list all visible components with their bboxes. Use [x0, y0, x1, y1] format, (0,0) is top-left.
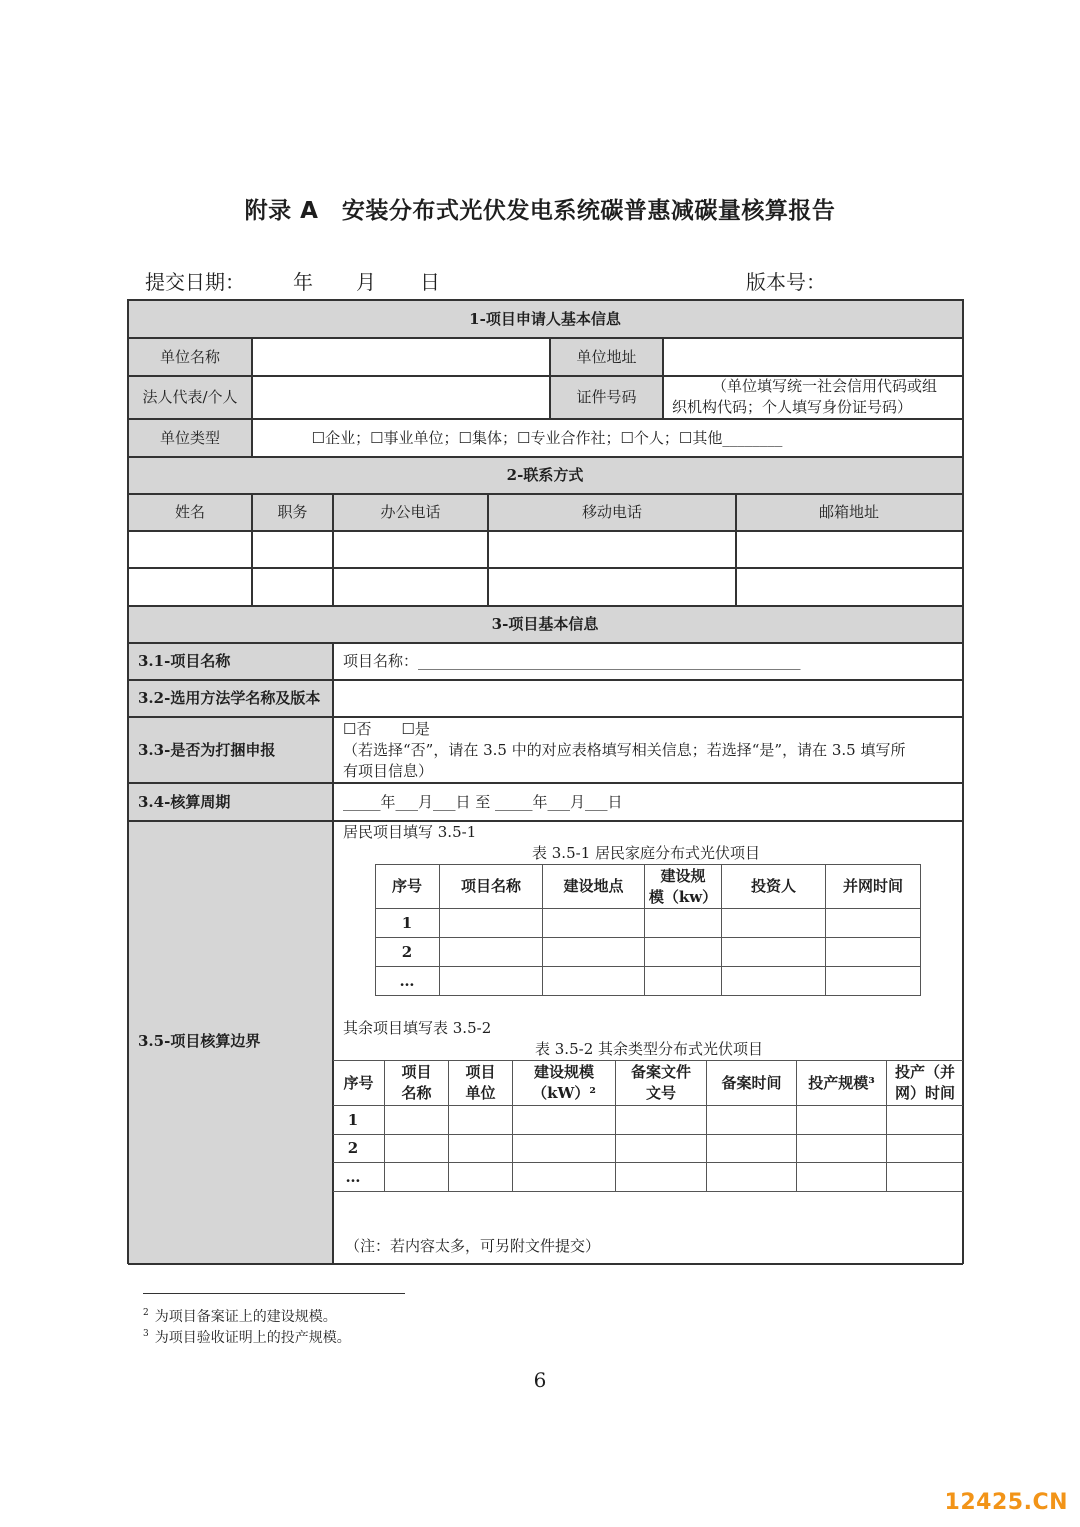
bundle-choice[interactable]: ☐否 ☐是: [343, 720, 430, 738]
contact-col-mobile: 移动电话: [581, 503, 642, 521]
submit-month-label: 月: [356, 270, 376, 294]
t2-row-index: …: [345, 1167, 361, 1186]
unit-address-field[interactable]: [663, 338, 962, 376]
t1-col-index: 序号: [391, 877, 422, 895]
contact-col-name: 姓名: [174, 503, 205, 521]
bundle-note-line2: 有项目信息）: [343, 762, 434, 780]
accounting-period-field[interactable]: _____年___月___日 至 _____年___月___日: [343, 792, 623, 811]
t2-col-index: 序号: [343, 1073, 374, 1092]
legal-rep-label: 法人代表/个人: [142, 387, 238, 406]
legal-rep-field[interactable]: [252, 376, 550, 418]
id-number-hint: [672, 376, 962, 418]
contact-col-office-phone: 办公电话: [380, 503, 441, 521]
version-label: 版本号：: [746, 270, 826, 294]
r33-label: 3.3-是否为打捆申报: [138, 740, 276, 759]
t2-col-filing-doc: [616, 1061, 706, 1105]
submit-date-label: 提交日期：: [145, 270, 245, 294]
t2-col-capacity-l1: 建设规模: [533, 1063, 594, 1081]
methodology-field[interactable]: [333, 680, 962, 717]
table2-caption: 表 3.5-2 其余类型分布式光伏项目: [535, 1040, 764, 1058]
footnote-3: [143, 1327, 351, 1347]
t2-col-production-scale: 投产规模³: [808, 1073, 875, 1092]
footnote-3-text: 为项目验收证明上的投产规模。: [154, 1330, 351, 1346]
unit-type-label: 单位类型: [159, 428, 220, 447]
t1-col-project-name: 项目名称: [460, 877, 521, 895]
t1-col-grid-time: 并网时间: [842, 877, 903, 895]
section3-heading: 3-项目基本信息: [491, 615, 599, 633]
section2-heading: 2-联系方式: [506, 466, 584, 484]
attachment-note: （注：若内容太多，可另附文件提交）: [345, 1237, 601, 1255]
footnote-2-mark: 2: [143, 1308, 149, 1319]
t2-col-project-name: [385, 1061, 448, 1105]
unit-address-label: 单位地址: [576, 347, 637, 366]
t2-col-filing-doc-l2: 文号: [645, 1084, 676, 1102]
unit-name-field[interactable]: [252, 338, 550, 376]
site-watermark: 12425.CN: [944, 1490, 1068, 1515]
submit-year-label: 年: [293, 270, 313, 294]
project-name-field[interactable]: 项目名称：___________________________________________________: [343, 652, 801, 670]
t2-col-grid-time-l2: 网）时间: [894, 1084, 955, 1102]
t1-row-index: …: [399, 971, 415, 990]
unit-name-label: 单位名称: [159, 347, 220, 366]
t2-col-filing-doc-l1: 备案文件: [630, 1063, 691, 1081]
table1-caption: 表 3.5-1 居民家庭分布式光伏项目: [532, 844, 761, 862]
t2-col-filing-time: 备案时间: [721, 1073, 782, 1092]
t1-col-capacity-l2: 模（kw）: [648, 887, 718, 906]
t1-col-capacity-l1: 建设规: [660, 866, 706, 885]
r35-label: 3.5-项目核算边界: [138, 1031, 261, 1050]
id-hint-line1: （单位填写统一社会信用代码或组: [712, 377, 938, 395]
unit-type-options[interactable]: ☐企业；☐事业单位；☐集体；☐专业合作社；☐个人；☐其他________: [311, 428, 783, 447]
t1-col-location: 建设地点: [563, 877, 624, 895]
t2-col-capacity-l2: （kW）²: [532, 1084, 596, 1102]
t2-col-project-name-l2: 名称: [401, 1084, 432, 1102]
contact-col-position: 职务: [277, 503, 308, 521]
t2-col-capacity: [513, 1061, 615, 1105]
document-title: 附录 A 安装分布式光伏发电系统碳普惠减碳量核算报告: [244, 198, 836, 224]
id-hint-line2: 织机构代码；个人填写身份证号码）: [672, 398, 913, 416]
submit-day-label: 日: [420, 270, 440, 294]
page-number: 6: [533, 1368, 547, 1392]
t2-col-grid-time: [887, 1061, 963, 1105]
t1-row-index: 1: [401, 913, 413, 932]
section1-heading: 1-项目申请人基本信息: [469, 309, 621, 328]
t2-col-project-name-l1: 项目: [401, 1063, 432, 1081]
t2-row-index: 1: [347, 1110, 359, 1129]
r31-label: 3.1-项目名称: [138, 652, 231, 670]
t2-col-grid-time-l1: 投产（并: [894, 1063, 955, 1081]
r32-label: 3.2-选用方法学名称及版本: [138, 689, 321, 707]
contact-col-email: 邮箱地址: [818, 503, 879, 521]
footnote-2-text: 为项目备案证上的建设规模。: [154, 1309, 337, 1325]
footnote-2: [143, 1306, 337, 1326]
t1-col-capacity: [645, 865, 721, 908]
t2-row-index: 2: [347, 1139, 359, 1157]
t1-row-index: 2: [401, 942, 413, 961]
footnote-3-mark: 3: [143, 1329, 149, 1340]
id-number-label: 证件号码: [576, 387, 637, 406]
footnote-divider: [143, 1293, 405, 1294]
t2-col-project-unit-l2: 单位: [465, 1084, 496, 1102]
resident-intro: 居民项目填写 3.5-1: [343, 823, 477, 841]
t2-col-project-unit: [449, 1061, 512, 1105]
t2-col-project-unit-l1: 项目: [465, 1063, 496, 1081]
bundle-options[interactable]: [343, 719, 963, 782]
bundle-note-line1: （若选择“否”，请在 3.5 中的对应表格填写相关信息；若选择“是”，请在 3.5 填写所: [343, 741, 906, 759]
r34-label: 3.4-核算周期: [138, 792, 231, 811]
t1-col-investor: 投资人: [750, 877, 796, 895]
other-intro: 其余项目填写表 3.5-2: [343, 1019, 492, 1037]
